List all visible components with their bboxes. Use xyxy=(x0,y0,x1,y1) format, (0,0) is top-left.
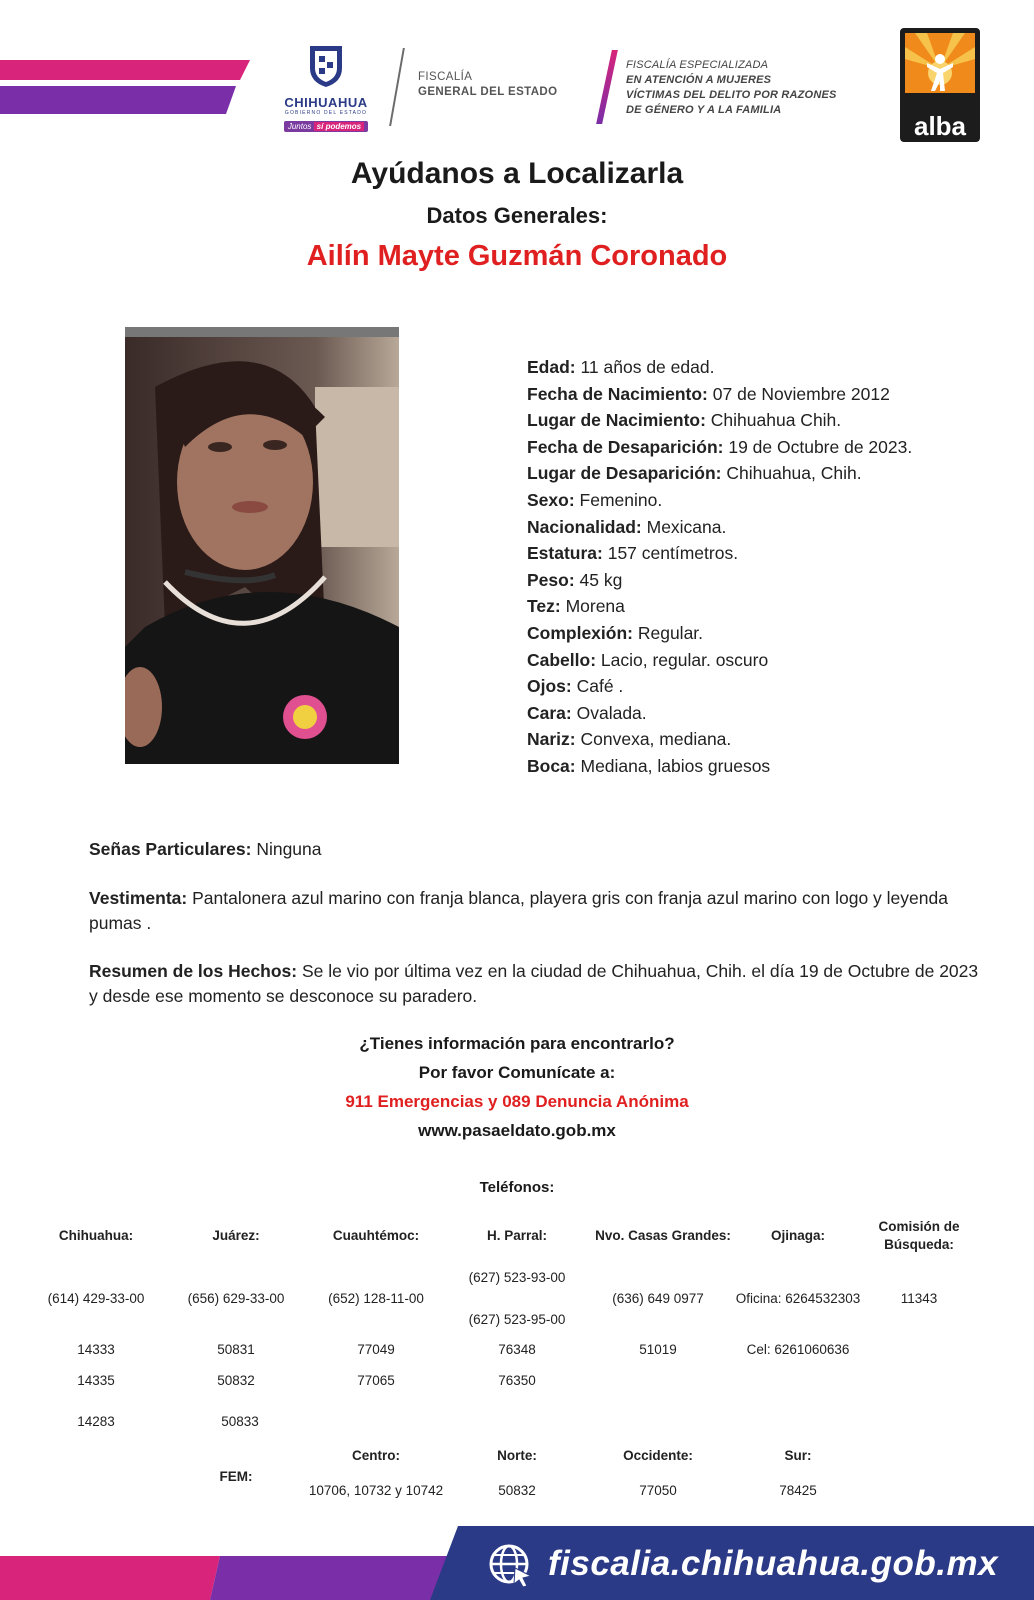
missing-person-photo xyxy=(125,327,399,764)
fem-header-norte: Norte: xyxy=(497,1448,537,1463)
detail-label: Peso: xyxy=(527,569,575,590)
detail-label: Estatura: xyxy=(527,543,603,564)
detail-value: 11 años de edad. xyxy=(575,357,715,377)
vestimenta-value: Pantalonera azul marino con franja blanca, playera gris con franja azul marino con logo y leyenda pumas . xyxy=(89,888,948,933)
detail-edad xyxy=(527,354,912,381)
detail-label: Fecha de Desaparición: xyxy=(527,436,724,457)
header-accent-divider xyxy=(596,50,618,124)
phones-header-parral: H. Parral: xyxy=(486,1228,548,1243)
detail-value: 19 de Octubre de 2023. xyxy=(723,436,913,457)
phone-cuauhtemoc-main: (652) 128-11-00 xyxy=(328,1291,424,1306)
detail-lugar-desaparicion xyxy=(527,460,912,487)
phone-casas-grandes-ext: 51019 xyxy=(639,1342,677,1357)
detail-label: Lugar de Nacimiento: xyxy=(527,410,706,431)
detail-label: Ojos: xyxy=(527,676,572,697)
fem-line-4: DE GÉNERO Y A LA FAMILIA xyxy=(626,104,782,116)
detail-label: Fecha de Nacimiento: xyxy=(527,383,708,404)
protocolo-alba-logo xyxy=(900,28,980,142)
fem-header-centro: Centro: xyxy=(352,1448,400,1463)
chihuahua-logo-name: CHIHUAHUA xyxy=(284,95,368,110)
phones-header-comision: Comisión de Búsqueda: xyxy=(878,1219,960,1252)
phone-chihuahua-ext: 14333 xyxy=(77,1342,115,1357)
chihuahua-logo-subtitle: GOBIERNO DEL ESTADO xyxy=(284,110,368,116)
chihuahua-shield-icon xyxy=(306,42,346,88)
detail-label: Edad: xyxy=(527,357,576,377)
resumen-label: Resumen de los Hechos: xyxy=(89,961,298,981)
detail-value: Convexa, mediana. xyxy=(575,729,732,750)
detail-nariz xyxy=(527,726,912,753)
detail-value: 45 kg xyxy=(574,569,623,590)
phone-parral-ext: 76350 xyxy=(498,1373,536,1388)
phone-casas-grandes-main: (636) 649 0977 xyxy=(612,1291,704,1306)
detail-label: Cabello: xyxy=(527,649,597,670)
detail-value: Mediana, labios gruesos xyxy=(575,755,771,776)
detail-value: Café . xyxy=(571,676,624,697)
detail-fecha-desaparicion xyxy=(527,434,912,461)
detail-nacionalidad xyxy=(527,514,912,541)
vestimenta-label: Vestimenta: xyxy=(89,888,188,908)
detail-label: Tez: xyxy=(527,596,561,617)
phone-cuauhtemoc-ext: 77065 xyxy=(357,1373,395,1388)
page-title: Ayúdanos a Localizarla xyxy=(350,157,684,190)
fem-occidente-number: 77050 xyxy=(639,1483,677,1498)
fem-norte-number: 50832 xyxy=(498,1483,536,1498)
phone-juarez-ext: 50832 xyxy=(217,1373,255,1388)
fge-line-2: GENERAL DEL ESTADO xyxy=(418,86,558,98)
fem-centro-numbers: 10706, 10732 y 10742 xyxy=(308,1483,444,1498)
detail-fecha-nacimiento xyxy=(527,381,912,408)
detail-value: 07 de Noviembre 2012 xyxy=(707,383,890,404)
detail-label: Lugar de Desaparición: xyxy=(527,463,722,484)
alba-emblem xyxy=(905,33,975,105)
detail-value: Morena xyxy=(560,596,625,617)
fem-line-3: VÍCTIMAS DEL DELITO POR RAZONES xyxy=(626,89,837,101)
phones-header-casas-grandes: Nvo. Casas Grandes: xyxy=(595,1228,731,1243)
phone-cuauhtemoc-ext: 77049 xyxy=(357,1342,395,1357)
phones-header-cuauhtemoc: Cuauhtémoc: xyxy=(332,1228,420,1243)
detail-label: Sexo: xyxy=(527,489,575,510)
phones-title: Teléfonos: xyxy=(479,1179,555,1196)
phone-parral-main: (627) 523-95-00 xyxy=(468,1312,566,1327)
detail-value: Chihuahua Chih. xyxy=(705,410,842,431)
phone-ojinaga-office: Oficina: 6264532303 xyxy=(735,1291,861,1306)
alba-logo-word: alba xyxy=(913,111,967,141)
detail-label: Nariz: xyxy=(527,729,576,750)
contact-please: Por favor Comunícate a: xyxy=(418,1063,616,1082)
header-stripes xyxy=(0,60,250,114)
phones-header-ojinaga: Ojinaga: xyxy=(770,1228,825,1243)
person-details xyxy=(527,354,912,780)
detail-label: Boca: xyxy=(527,755,576,776)
slogan-part-b: sí podemos xyxy=(314,122,364,131)
detail-value: Regular. xyxy=(632,622,704,643)
fem-header-sur: Sur: xyxy=(784,1448,812,1463)
chihuahua-government-logo xyxy=(276,42,376,132)
detail-value: Ovalada. xyxy=(571,702,647,723)
phone-parral-main: (627) 523-93-00 xyxy=(468,1270,566,1285)
fem-line-2: EN ATENCIÓN A MUJERES xyxy=(626,74,772,86)
footer-website[interactable]: fiscalia.chihuahua.gob.mx xyxy=(548,1544,999,1583)
detail-label: Nacionalidad: xyxy=(527,516,642,537)
detail-value: Lacio, regular. oscuro xyxy=(596,649,769,670)
section-subtitle: Datos Generales: xyxy=(426,203,608,228)
contact-question: ¿Tienes información para encontrarlo? xyxy=(359,1034,675,1053)
detail-value: Chihuahua, Chih. xyxy=(721,463,862,484)
phone-parral-ext: 76348 xyxy=(498,1342,536,1357)
detail-sexo xyxy=(527,487,912,514)
detail-value: 157 centímetros. xyxy=(602,543,739,564)
fge-line-1: FISCALÍA xyxy=(418,71,473,83)
alba-sun-icon xyxy=(905,33,975,105)
detail-peso xyxy=(527,567,912,594)
senas-label: Señas Particulares: xyxy=(89,839,252,859)
detail-label: Complexión: xyxy=(527,622,633,643)
chihuahua-logo-slogan xyxy=(284,121,368,132)
detail-value: Mexicana. xyxy=(641,516,727,537)
senas-value: Ninguna xyxy=(251,839,322,859)
detail-cabello xyxy=(527,647,912,674)
phones-header-chihuahua: Chihuahua: xyxy=(58,1228,134,1243)
resumen-hechos xyxy=(89,959,989,1009)
phone-juarez-ext: 50833 xyxy=(221,1414,259,1429)
fem-line-1: FISCALÍA ESPECIALIZADA xyxy=(626,59,769,71)
fiscalia-especializada-logo xyxy=(626,58,837,118)
phone-juarez-ext: 50831 xyxy=(217,1342,255,1357)
phone-chihuahua-main: (614) 429-33-00 xyxy=(47,1291,145,1306)
fem-header-occidente: Occidente: xyxy=(623,1448,693,1463)
vestimenta xyxy=(89,886,989,936)
website-link[interactable]: www.pasaeldato.gob.mx xyxy=(418,1121,616,1140)
globe-cursor-icon xyxy=(487,1542,533,1588)
phone-comision: 11343 xyxy=(900,1291,938,1306)
emergency-numbers: 911 Emergencias y 089 Denuncia Anónima xyxy=(345,1092,689,1111)
phone-chihuahua-ext: 14335 xyxy=(77,1373,115,1388)
slogan-part-a: Juntos xyxy=(287,122,312,131)
detail-ojos xyxy=(527,673,912,700)
phones-header-juarez: Juárez: xyxy=(212,1228,260,1243)
header-divider xyxy=(389,48,405,126)
phone-juarez-main: (656) 629-33-00 xyxy=(187,1291,285,1306)
detail-value: Femenino. xyxy=(574,489,663,510)
phone-chihuahua-ext: 14283 xyxy=(77,1414,115,1429)
detail-tez xyxy=(527,593,912,620)
detail-boca xyxy=(527,753,912,780)
phone-ojinaga-cell: Cel: 6261060636 xyxy=(746,1342,850,1357)
detail-complexion xyxy=(527,620,912,647)
fem-sur-number: 78425 xyxy=(779,1483,817,1498)
senas-particulares xyxy=(89,837,989,862)
detail-label: Cara: xyxy=(527,702,572,723)
fiscalia-general-logo xyxy=(418,70,557,100)
detail-lugar-nacimiento xyxy=(527,407,912,434)
detail-cara xyxy=(527,700,912,727)
phones-fem-label: FEM: xyxy=(219,1469,253,1484)
missing-person-name: Ailín Mayte Guzmán Coronado xyxy=(306,240,728,272)
detail-estatura xyxy=(527,540,912,567)
resumen-value: Se le vio por última vez en la ciudad de Chihuahua, Chih. el día 19 de Octubre de 2023 y desde ese momento se desconoce su paradero. xyxy=(89,961,979,1006)
